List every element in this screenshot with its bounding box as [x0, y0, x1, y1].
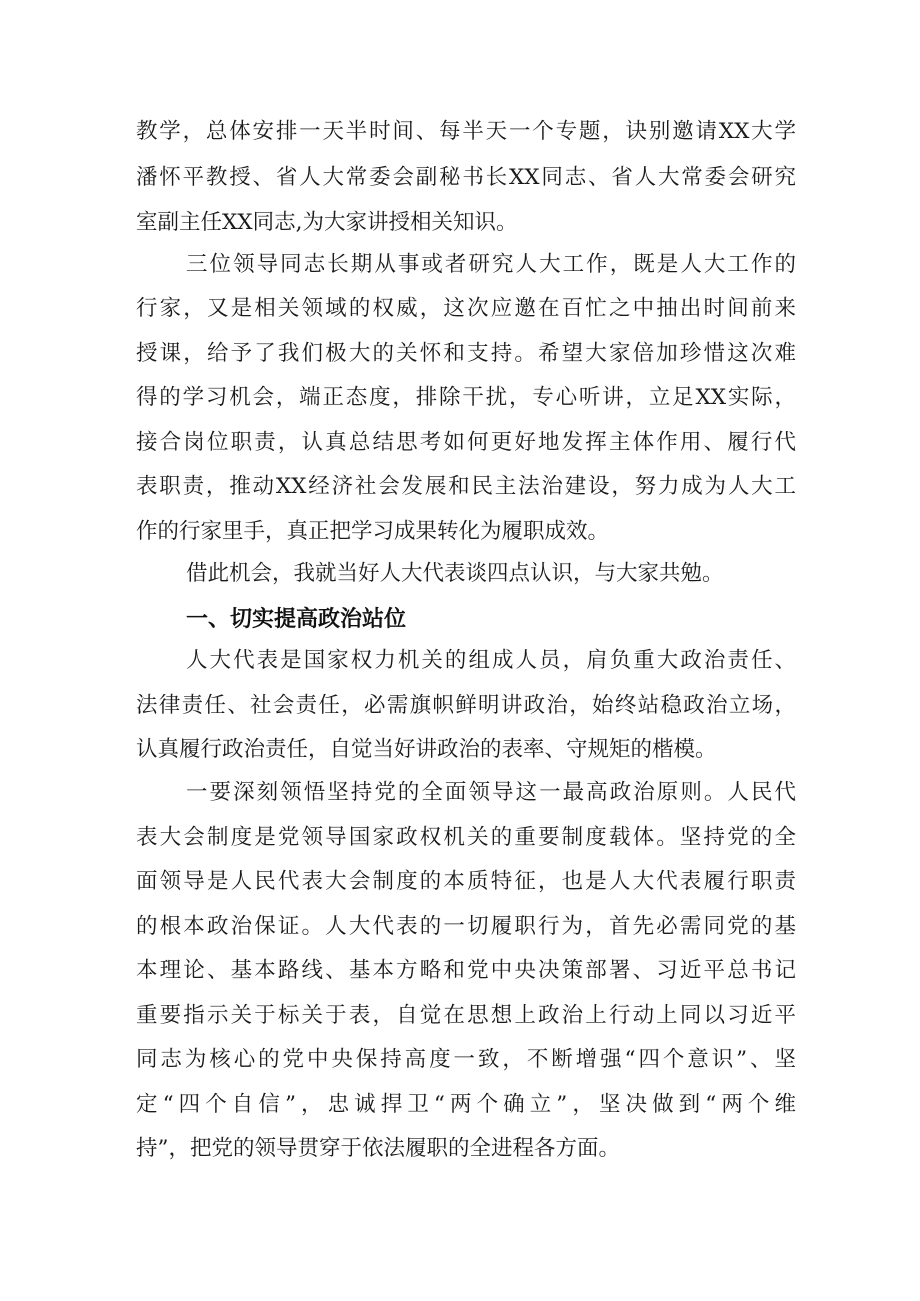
paragraph-line: 法律责任、社会责任，必需旗帜鲜明讲政治，始终站稳政治立场，	[136, 693, 796, 718]
paragraph-line: 面领导是人民代表大会制度的本质特征，也是人大代表履行职责	[136, 869, 796, 894]
paragraph-line: 本理论、基本路线、基本方略和党中央决策部署、习近平总书记	[136, 958, 796, 983]
paragraph-line: 持”，把党的领导贯穿于依法履职的全进程各方面。	[136, 1136, 620, 1161]
paragraph-line: 得的学习机会，端正态度，排除干扰，专心听讲，立足XX实际，	[136, 385, 796, 410]
section-heading: 一、切实提高政治站位	[186, 607, 407, 632]
paragraph-line: 认真履行政治责任，自觉当好讲政治的表率、守规矩的楷模。	[136, 737, 717, 762]
paragraph-line: 授课，给予了我们极大的关怀和支持。希望大家倍加珍惜这次难	[136, 341, 796, 366]
paragraph-line: 重要指示关于标关于表，自觉在思想上政治上行动上同以习近平	[136, 1003, 796, 1028]
paragraph-line: 室副主任XX同志,为大家讲授相关知识。	[136, 210, 518, 235]
paragraph-line: 人大代表是国家权力机关的组成人员，肩负重大政治责任、	[186, 648, 796, 673]
paragraph-line: 借此机会，我就当好人大代表谈四点认识，与大家共勉。	[186, 561, 724, 586]
paragraph-line: 一要深刻领悟坚持党的全面领导这一最高政治原则。人民代	[186, 780, 796, 805]
paragraph-line: 三位领导同志长期从事或者研究人大工作，既是人大工作的	[186, 252, 796, 277]
paragraph-line: 行家，又是相关领域的权威，这次应邀在百忙之中抽出时间前来	[136, 296, 796, 321]
paragraph-line: 同志为核心的党中央保持高度一致，不断增强“四个意识”、坚	[136, 1047, 796, 1072]
paragraph-line: 的根本政治保证。人大代表的一切履职行为，首先必需同党的基	[136, 914, 796, 939]
paragraph-line: 表职责，推动XX经济社会发展和民主法治建设，努力成为人大工	[136, 474, 796, 499]
paragraph-line: 接合岗位职责，认真总结思考如何更好地发挥主体作用、履行代	[136, 430, 796, 455]
paragraph-line: 定“四个自信”，忠诚捍卫“两个确立”，坚决做到“两个维	[136, 1092, 796, 1117]
paragraph-line: 作的行家里手，真正把学习成果转化为履职成效。	[136, 519, 610, 544]
paragraph-line: 表大会制度是党领导国家政权机关的重要制度载体。坚持党的全	[136, 825, 796, 850]
paragraph-line: 教学，总体安排一天半时间、每半天一个专题，诀别邀请XX大学	[136, 119, 796, 144]
paragraph-line: 潘怀平教授、省人大常委会副秘书长XX同志、省人大常委会研究	[136, 165, 796, 190]
